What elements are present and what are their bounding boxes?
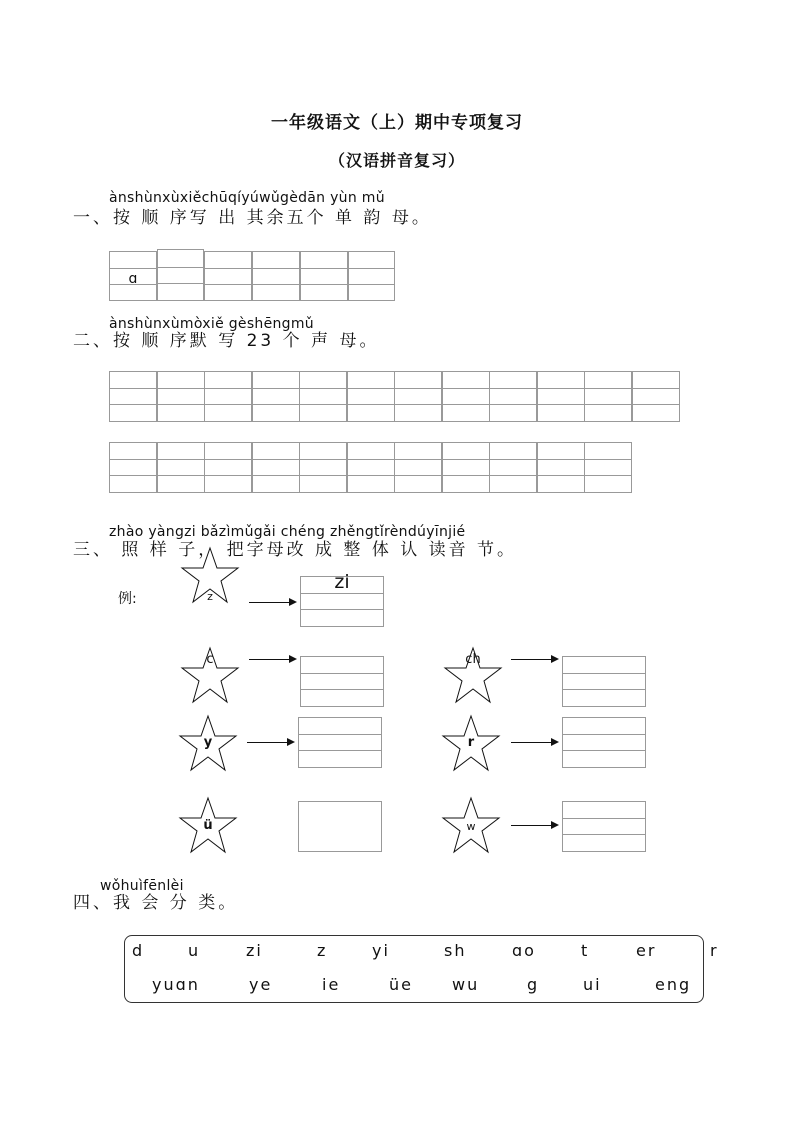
q2-row2-cell-8[interactable] <box>442 442 490 493</box>
example-label: 例: <box>118 591 137 607</box>
q1-pinyin: ànshùnxùxiěchūqíyúwǔgèdān yùn mǔ <box>109 190 385 206</box>
q4-item: er <box>636 941 657 960</box>
answer-box-c[interactable] <box>300 656 384 707</box>
q4-item: eng <box>655 975 692 994</box>
q4-prompt: 四、我 会 分 类。 <box>73 893 239 913</box>
q4-sort-box <box>124 935 704 1003</box>
q2-row2-cell-2[interactable] <box>157 442 205 493</box>
star-letter-y: y <box>203 735 213 750</box>
q4-item: ui <box>583 975 602 994</box>
arrow-icon-w <box>511 825 557 826</box>
q2-row1-cell-3[interactable] <box>204 371 252 422</box>
star-letter-c: c <box>206 652 214 667</box>
q4-item: wu <box>452 975 480 994</box>
q4-item: sh <box>444 941 467 960</box>
q4-item: r <box>710 941 719 960</box>
arrow-icon-ch <box>511 659 557 660</box>
answer-box-w[interactable] <box>562 801 646 852</box>
q4-pinyin: wǒhuìfēnlèi <box>100 878 184 894</box>
star-item-r <box>441 714 501 772</box>
q2-prompt: 二、按 顺 序默 写 23 个 声 母。 <box>73 331 380 351</box>
q2-row2-cell-9[interactable] <box>489 442 537 493</box>
q4-item: z <box>317 941 328 960</box>
arrow-icon-c <box>249 659 295 660</box>
q2-row1-cell-11[interactable] <box>584 371 632 422</box>
star-letter-ch: ch <box>465 652 481 667</box>
q2-row1-cell-9[interactable] <box>489 371 537 422</box>
q3-pinyin: zhào yàngzi bǎzìmǔgǎi chéng zhěngtǐrèndúyīnjié <box>109 524 466 540</box>
q3-prompt: 三、 照 样 子， 把字母改 成 整 体 认 读音 节。 <box>73 540 518 560</box>
q4-item: ɑo <box>512 941 536 960</box>
page-subtitle: （汉语拼音复习） <box>328 151 465 170</box>
arrow-icon-r <box>511 742 557 743</box>
answer-box-y[interactable] <box>298 717 382 768</box>
q4-item: yuɑn <box>152 975 200 994</box>
q2-row1-cell-5[interactable] <box>299 371 347 422</box>
example-answer: zi <box>334 571 350 593</box>
q2-row1-cell-12[interactable] <box>632 371 680 422</box>
star-item-w <box>441 796 501 854</box>
q2-row2-cell-11[interactable] <box>584 442 632 493</box>
q2-row1-cell-10[interactable] <box>537 371 585 422</box>
q1-prompt: 一、按 顺 序写 出 其余五个 单 韵 母。 <box>73 208 432 228</box>
q4-item: yi <box>372 941 390 960</box>
q1-cell-5[interactable] <box>300 251 348 301</box>
q2-row2-cell-7[interactable] <box>394 442 442 493</box>
answer-box-u-umlaut[interactable] <box>298 801 382 852</box>
q4-item: zi <box>246 941 263 960</box>
q2-row2-cell-10[interactable] <box>537 442 585 493</box>
star-letter-u-umlaut: ü <box>203 818 213 833</box>
example-star-letter: z <box>207 590 213 603</box>
arrow-icon-y <box>247 742 293 743</box>
q4-item: g <box>527 975 540 994</box>
q2-row2-cell-3[interactable] <box>204 442 252 493</box>
star-item-u-umlaut <box>178 796 238 854</box>
q1-cell-1[interactable] <box>109 251 157 301</box>
q2-row1-cell-2[interactable] <box>157 371 205 422</box>
q1-cell-1-letter: ɑ <box>128 271 138 287</box>
example-star <box>180 546 240 604</box>
q2-row1-cell-1[interactable] <box>109 371 157 422</box>
q4-item: ie <box>322 975 341 994</box>
star-letter-w: w <box>466 820 476 833</box>
star-letter-r: r <box>467 735 475 750</box>
q2-row2-cell-1[interactable] <box>109 442 157 493</box>
q2-row1-cell-7[interactable] <box>394 371 442 422</box>
example-answer-box <box>300 571 384 627</box>
q1-cell-2[interactable] <box>157 249 204 301</box>
q4-item: t <box>581 941 590 960</box>
q2-row2-cell-4[interactable] <box>252 442 300 493</box>
q2-row2-cell-6[interactable] <box>347 442 395 493</box>
answer-box-ch[interactable] <box>562 656 646 707</box>
q1-cell-3[interactable] <box>204 251 252 301</box>
q2-row1-cell-8[interactable] <box>442 371 490 422</box>
star-item-y <box>178 714 238 772</box>
answer-box-r[interactable] <box>562 717 646 768</box>
q1-cell-6[interactable] <box>348 251 395 301</box>
example-arrow-icon <box>249 602 295 603</box>
q2-row1-cell-4[interactable] <box>252 371 300 422</box>
q2-row1-cell-6[interactable] <box>347 371 395 422</box>
star-item-ch <box>443 646 503 704</box>
q1-cell-4[interactable] <box>252 251 300 301</box>
page-title: 一年级语文（上）期中专项复习 <box>271 113 523 133</box>
q4-item: üe <box>389 975 413 994</box>
q4-item: ye <box>249 975 273 994</box>
q4-item: d <box>132 941 145 960</box>
q2-pinyin: ànshùnxùmòxiě gèshēngmǔ <box>109 316 314 332</box>
q4-item: u <box>188 941 201 960</box>
star-item-c <box>180 646 240 704</box>
q2-row2-cell-5[interactable] <box>299 442 347 493</box>
